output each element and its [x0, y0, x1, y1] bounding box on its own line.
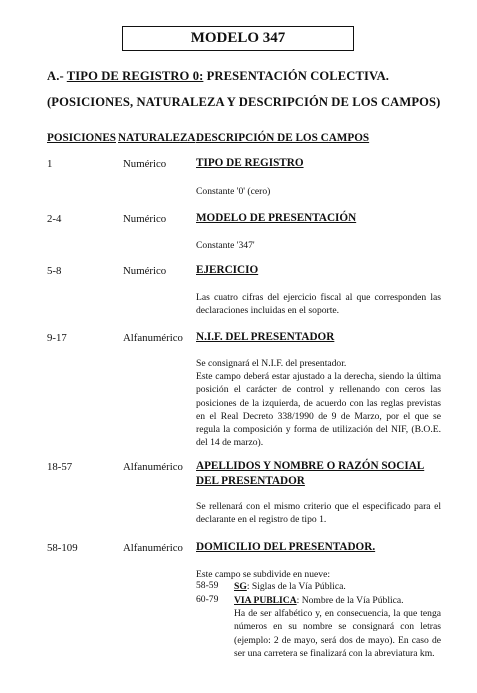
field-position: 2-4: [47, 213, 62, 225]
section-heading: [47, 69, 389, 84]
subfield-position: 58-59: [196, 580, 219, 591]
field-name: DOMICILIO DEL PRESENTADOR.: [196, 541, 376, 553]
subfield-description: [234, 594, 441, 660]
record-type-label: TIPO DE REGISTRO 0:: [66, 69, 204, 83]
field-position: 58-109: [47, 542, 78, 554]
subfield-position: 60-79: [196, 594, 219, 605]
column-header-naturaleza: NATURALEZA: [118, 132, 196, 144]
field-name-continued: DEL PRESENTADOR: [196, 475, 305, 487]
document-title: MODELO 347: [122, 26, 354, 51]
field-nature: Numérico: [123, 265, 167, 277]
field-description: Se rellenará con el mismo criterio que el especificado para el declarante en el registro de tipo 1.: [196, 501, 441, 526]
field-name: TIPO DE REGISTRO: [196, 157, 304, 169]
field-name: MODELO DE PRESENTACIÓN: [196, 212, 357, 224]
field-nature: Alfanumérico: [123, 332, 183, 344]
subfield-text: : Nombre de la Vía Pública.: [296, 595, 404, 606]
section-subtitle: PRESENTACIÓN COLECTIVA.: [206, 69, 390, 83]
subfield-text: : Siglas de la Vía Pública.: [246, 581, 346, 592]
column-header-posiciones: POSICIONES: [47, 132, 117, 144]
field-description: [196, 357, 441, 449]
field-nature: Alfanumérico: [123, 542, 183, 554]
subfield-description: [234, 580, 441, 593]
field-position: 18-57: [47, 461, 73, 473]
field-position: 5-8: [47, 265, 62, 277]
field-nature: Numérico: [123, 158, 167, 170]
field-description: Las cuatro cifras del ejercicio fiscal al que corresponden las declaraciones incluidas en el soporte.: [196, 292, 441, 317]
subfield-label: VIA PUBLICA: [234, 595, 297, 606]
column-header-descripcion: DESCRIPCIÓN DE LOS CAMPOS: [196, 132, 370, 144]
field-description-paragraph: Este campo deberá estar ajustado a la derecha, siendo la última posición el carácter de control y rellenando con ceros las posiciones de la izquierda, de acuerdo con las reglas previstas en el Real Decreto 338/1990 de 9 de Marzo, por el que se regula la composición y forma de utilización del NIF, (B.O.E. del 14 de marzo).: [196, 371, 441, 449]
field-description: Constante '347': [196, 240, 255, 251]
field-nature: Alfanumérico: [123, 461, 183, 473]
field-name: APELLIDOS Y NOMBRE O RAZÓN SOCIAL: [196, 460, 425, 472]
section-heading-line2: (POSICIONES, NATURALEZA Y DESCRIPCIÓN DE LOS CAMPOS): [47, 95, 441, 109]
field-position: 1: [47, 158, 53, 170]
subfield-extra: Ha de ser alfabético y, en consecuencia, la que tenga números en su nombre se consignará con letras (ejemplo: 2 de mayo, será dos de mayo). En caso de ser una carretera se finalizará con la abreviatura km.: [234, 608, 441, 659]
field-nature: Numérico: [123, 213, 167, 225]
section-prefix: A.-: [47, 69, 64, 83]
field-name: N.I.F. DEL PRESENTADOR: [196, 331, 335, 343]
subfield-label: SG: [234, 581, 247, 592]
field-description: Constante '0' (cero): [196, 186, 271, 197]
field-description-line: Se consignará el N.I.F. del presentador.: [196, 358, 347, 369]
field-description: Este campo se subdivide en nueve:: [196, 569, 331, 580]
field-position: 9-17: [47, 332, 67, 344]
field-name: EJERCICIO: [196, 264, 259, 276]
